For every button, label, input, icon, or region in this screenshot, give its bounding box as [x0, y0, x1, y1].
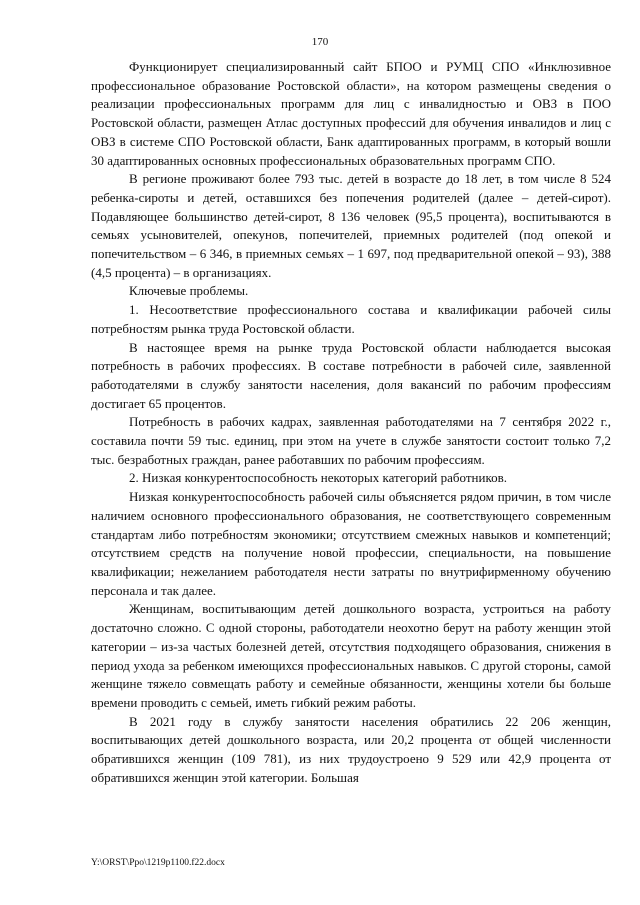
- paragraph: В настоящее время на рынке труда Ростовской области наблюдается высокая потребность в рабочих профессиях. В составе потребности в рабочей силе, заявленной работодателями в службу занятости населения, доля вакансий по рабочим профессиям достигает 65 процентов.: [91, 339, 611, 411]
- page-number: 170: [311, 36, 329, 48]
- paragraph: В 2021 году в службу занятости населения обратились 22 206 женщин, воспитывающих детей дошкольного возраста, или 20,2 процента от общей численности обратившихся женщин (109 781), из них трудоустроено 9 529 или 42,9 процента от обратившихся женщин этой категории. Большая: [91, 713, 611, 785]
- paragraph: Ключевые проблемы.: [129, 283, 249, 299]
- paragraph: Функционирует специализированный сайт БПОО и РУМЦ СПО «Инклюзивное профессиональное образование Ростовской области», на котором размещены сведения о реализации профессиональных программ для лиц с инвалидностью и ОВЗ в ПОО Ростовской области, размещен Атлас доступных профессий для обучения инвалидов и лиц с ОВЗ в системе СПО Ростовской области, Банк адаптированных программ, в который вошли 30 адаптированных основных профессиональных образовательных программ СПО.: [91, 59, 611, 168]
- paragraph: Потребность в рабочих кадрах, заявленная работодателями на 7 сентября 2022 г., составила почти 59 тыс. единиц, при этом на учете в службе занятости состоит только 7,2 тыс. безработных граждан, ранее работавших по рабочим профессиям.: [91, 414, 611, 467]
- footer-file-path: Y:\ORST\Ppo\1219p1100.f22.docx: [91, 858, 225, 868]
- paragraph: 2. Низкая конкурентоспособность некоторых категорий работников.: [129, 470, 507, 486]
- document-body: [91, 58, 611, 787]
- paragraph: Женщинам, воспитывающим детей дошкольного возраста, устроиться на работу достаточно сложно. С одной стороны, работодатели неохотно берут на работу женщин этой категории – из-за частых болезней детей, отсутствия подходящего образования, снижения в период ухода за ребенком имеющихся профессиональных навыков. С другой стороны, самой женщине тяжело совмещать работу и семейные обязанности, женщины хотели бы больше времени проводить с семьей, иметь гибкий режим работы.: [91, 601, 611, 710]
- paragraph: Низкая конкурентоспособность рабочей силы объясняется рядом причин, в том числе наличием основного профессионального образования, не соответствующего современным стандартам либо потребностям экономики; отсутствием смежных навыков и компетенций; отсутствием средств на получение новой профессии, специальности, на повышение квалификации; нежеланием работодателя нести затраты по внутрифирменному обучению персонала и так далее.: [91, 489, 611, 598]
- paragraph: 1. Несоответствие профессионального состава и квалификации рабочей силы потребностям рынка труда Ростовской области.: [91, 302, 611, 336]
- paragraph: В регионе проживают более 793 тыс. детей в возрасте до 18 лет, в том числе 8 524 ребенка-сироты и детей, оставшихся без попечения родителей (далее – детей-сирот). Подавляющее большинство детей-сирот, 8 136 человек (95,5 процента), воспитываются в семьях усыновителей, опекунов, попечителей, приемных родителей (под опекой и попечительством – 6 346, в приемных семьях – 1 697, под предварительной опекой – 93), 388 (4,5 процента) – в организациях.: [91, 171, 611, 280]
